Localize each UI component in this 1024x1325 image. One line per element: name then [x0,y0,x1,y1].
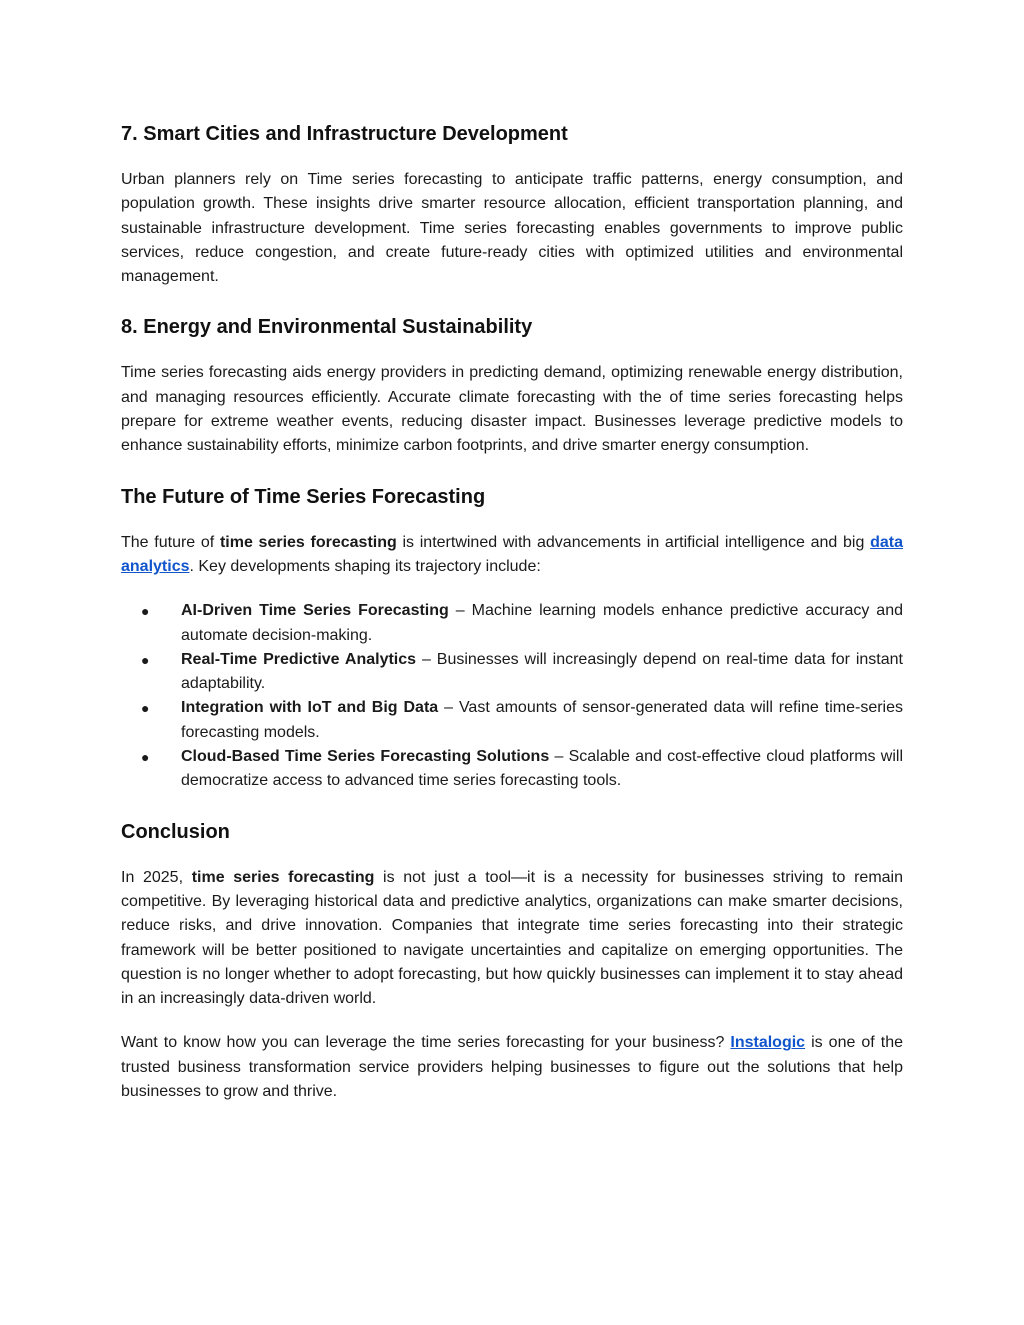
bullet-text: – Scalable and cost-effective cloud platforms will democratize access to advanced time series forecasting tools. [181,748,903,790]
conclusion-p1-pre: In 2025, [121,868,192,886]
data-analytics-link[interactable]: data analytics [121,533,903,575]
future-intro-post: . Key developments shaping its trajectory include: [189,557,541,575]
bullet-title: AI-Driven Time Series Forecasting [181,602,449,620]
bullet-icon: ● [141,700,150,717]
future-intro-paragraph [121,531,903,580]
document-page [121,112,903,1104]
conclusion-paragraph-2 [121,1031,903,1104]
conclusion-paragraph-1 [121,866,903,1012]
future-bullet-list [121,599,903,793]
bullet-icon: ● [141,603,150,620]
section-heading-energy: 8. Energy and Environmental Sustainability [121,316,533,339]
bullet-icon: ● [141,749,150,766]
bullet-title: Cloud-Based Time Series Forecasting Solutions [181,748,550,766]
future-intro-bold: time series forecasting [219,533,397,551]
list-item [121,745,903,794]
bullet-text: – Businesses will increasingly depend on real-time data for instant adaptability. [181,650,903,693]
list-item [121,696,903,745]
list-item [121,648,903,697]
instalogic-link[interactable]: Instalogic [730,1034,806,1052]
future-intro-pre: The future of [121,533,220,551]
list-item [121,599,903,648]
bullet-text: – Machine learning models enhance predictive accuracy and automate decision-making. [181,602,904,644]
section-heading-conclusion: Conclusion [121,820,230,843]
conclusion-p1-bold: time series forecasting [191,868,375,886]
section-heading-future: The Future of Time Series Forecasting [121,485,486,508]
bullet-text: – Vast amounts of sensor-generated data will refine time-series forecasting models. [181,699,903,741]
conclusion-p2-pre: Want to know how you can leverage the time series forecasting for your business? [121,1034,731,1052]
bullet-icon: ● [141,651,150,668]
conclusion-p1-post: is not just a tool—it is a necessity for businesses striving to remain competitive. By leveraging historical data and predictive analytics, organizations can make smarter decisions, reduce risks, and drive innovation. Companies that integrate time series forecasting into their strategic framework will be better positioned to navigate uncertainties and capitalize on emerging opportunities. The question is no longer whether to adopt forecasting, but how quickly businesses can implement it to stay ahead in an increasingly data-driven world. [121,868,903,1008]
section-body-energy: Time series forecasting aids energy providers in predicting demand, optimizing renewable energy distribution, and managing resources efficiently. Accurate climate forecasting with the of time series forecasting helps prepare for extreme weather events, reducing disaster impact. Businesses leverage predictive models to enhance sustainability efforts, minimize carbon footprints, and drive smarter energy consumption. [121,364,903,455]
conclusion-p2-post: is one of the trusted business transformation service providers helping businesses to figure out the solutions that help businesses to grow and thrive. [121,1034,903,1101]
bullet-title: Integration with IoT and Big Data [181,699,439,717]
bullet-title: Real-Time Predictive Analytics [181,650,417,668]
future-intro-mid: is intertwined with advancements in artificial intelligence and big [396,533,871,551]
section-heading-smart-cities: 7. Smart Cities and Infrastructure Development [121,123,568,145]
section-body-smart-cities: Urban planners rely on Time series forecasting to anticipate traffic patterns, energy consumption, and population growth. These insights drive smarter resource allocation, efficient transportation planning, and sustainable infrastructure development. Time series forecasting enables governments to improve public services, reduce congestion, and create future-ready cities with optimized utilities and environmental management. [121,171,903,286]
